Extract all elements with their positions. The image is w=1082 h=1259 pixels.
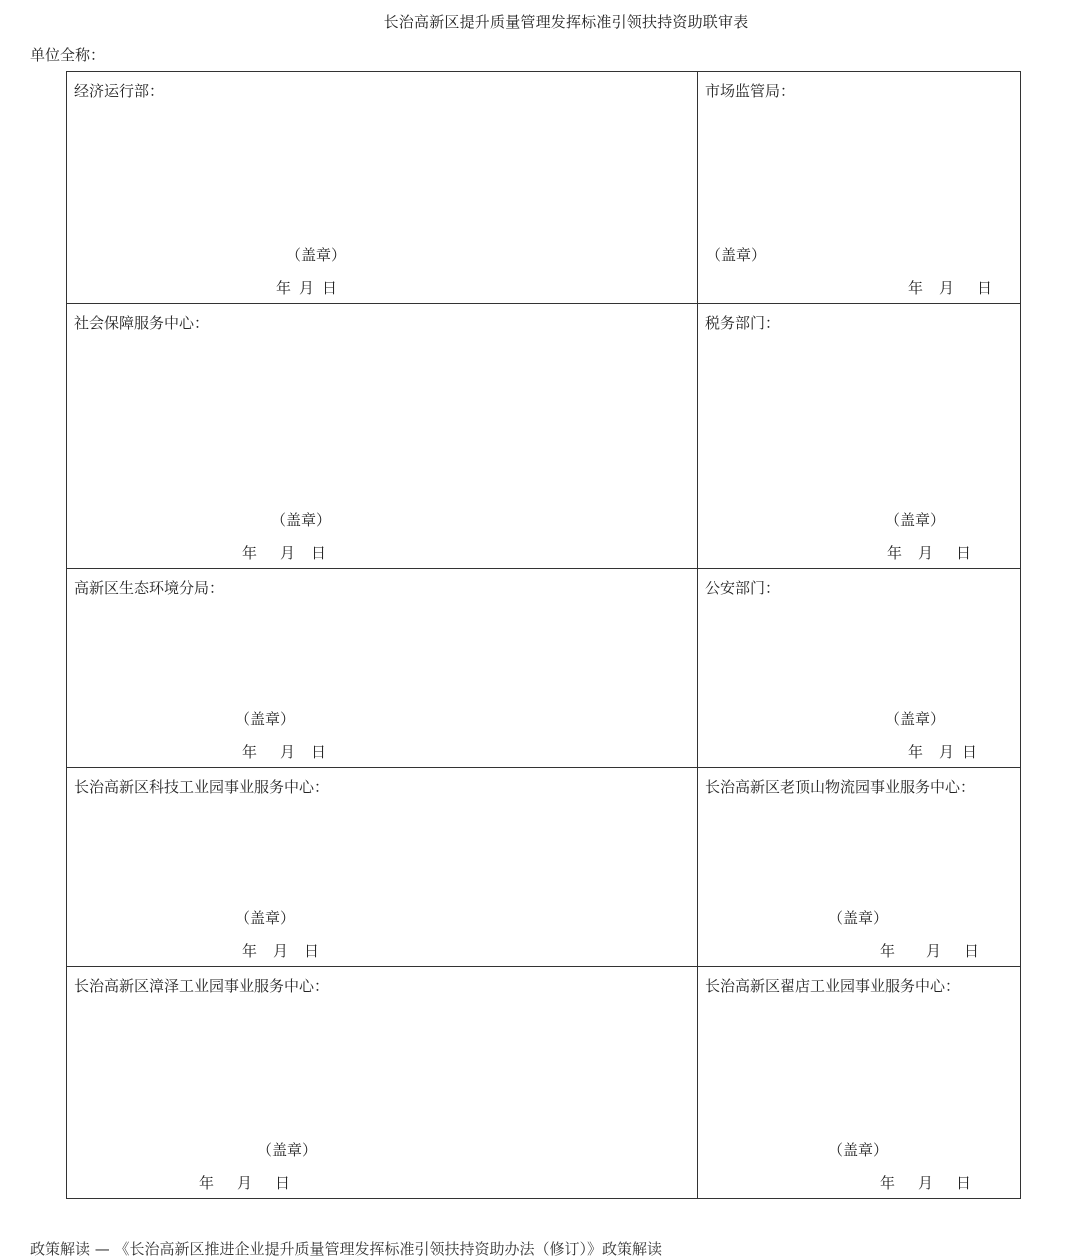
seal-placeholder: （盖章） — [828, 909, 889, 927]
day-label: 日 — [322, 279, 338, 297]
cell-label: 公安部门： — [705, 579, 781, 597]
cell-social-security — [67, 304, 698, 569]
form-title: 长治高新区提升质量管理发挥标准引领扶持资助联审表 — [383, 13, 749, 31]
month-label: 月 — [918, 1174, 934, 1192]
day-label: 日 — [311, 743, 327, 761]
seal-placeholder: （盖章） — [885, 511, 946, 529]
cell-zhangze-industrial-park — [67, 967, 698, 1198]
month-label: 月 — [280, 743, 296, 761]
cell-public-security — [698, 569, 1020, 768]
date-line — [242, 542, 326, 563]
day-label: 日 — [964, 942, 980, 960]
cell-label: 长治高新区科技工业园事业服务中心： — [74, 778, 330, 796]
cell-tech-industrial-park — [67, 768, 698, 967]
date-line — [887, 542, 971, 563]
year-label: 年 — [242, 942, 258, 960]
unit-name-label: 单位全称： — [30, 46, 106, 64]
year-label: 年 — [880, 1174, 896, 1192]
cell-label: 长治高新区老顶山物流园事业服务中心： — [705, 778, 976, 796]
month-label: 月 — [926, 942, 942, 960]
year-label: 年 — [908, 279, 924, 297]
seal-placeholder: （盖章） — [706, 246, 767, 264]
day-label: 日 — [962, 743, 978, 761]
month-label: 月 — [280, 544, 296, 562]
cell-market-supervision — [698, 72, 1020, 304]
day-label: 日 — [311, 544, 327, 562]
cell-label: 市场监管局： — [705, 82, 796, 100]
seal-placeholder: （盖章） — [235, 710, 296, 728]
cell-zhaidian-industrial-park — [698, 967, 1020, 1198]
month-label: 月 — [939, 279, 955, 297]
date-line — [242, 741, 326, 762]
month-label: 月 — [299, 279, 315, 297]
year-label: 年 — [887, 544, 903, 562]
year-label: 年 — [908, 743, 924, 761]
seal-placeholder: （盖章） — [828, 1141, 889, 1159]
day-label: 日 — [977, 279, 993, 297]
month-label: 月 — [939, 743, 955, 761]
date-line — [908, 741, 977, 762]
date-line — [276, 277, 337, 298]
seal-placeholder: （盖章） — [235, 909, 296, 927]
day-label: 日 — [304, 942, 320, 960]
cell-label: 长治高新区漳泽工业园事业服务中心： — [74, 977, 330, 995]
day-label: 日 — [956, 544, 972, 562]
date-line — [908, 277, 992, 298]
month-label: 月 — [918, 544, 934, 562]
date-line — [242, 940, 319, 961]
year-label: 年 — [880, 942, 896, 960]
cell-laodingshan-logistics-park — [698, 768, 1020, 967]
year-label: 年 — [242, 544, 258, 562]
cell-label: 社会保障服务中心： — [74, 314, 210, 332]
year-label: 年 — [242, 743, 258, 761]
year-label: 年 — [199, 1174, 215, 1192]
date-line — [199, 1172, 290, 1193]
cell-tax-department — [698, 304, 1020, 569]
day-label: 日 — [275, 1174, 291, 1192]
cell-label: 高新区生态环境分局： — [74, 579, 225, 597]
day-label: 日 — [956, 1174, 972, 1192]
date-line — [880, 1172, 971, 1193]
cell-ecological-environment — [67, 569, 698, 768]
date-line — [880, 940, 979, 961]
cell-label: 长治高新区翟店工业园事业服务中心： — [705, 977, 961, 995]
cell-label: 税务部门： — [705, 314, 781, 332]
month-label: 月 — [273, 942, 289, 960]
cell-economic-operations — [67, 72, 698, 304]
seal-placeholder: （盖章） — [271, 511, 332, 529]
seal-placeholder: （盖章） — [286, 246, 347, 264]
month-label: 月 — [237, 1174, 253, 1192]
cell-label: 经济运行部： — [74, 82, 165, 100]
review-table — [66, 71, 1021, 1199]
year-label: 年 — [276, 279, 292, 297]
seal-placeholder: （盖章） — [257, 1141, 318, 1159]
policy-interpretation-link[interactable]: 政策解读 — 《长治高新区推进企业提升质量管理发挥标准引领扶持资助办法（修订）》政策解读 — [30, 1240, 663, 1258]
seal-placeholder: （盖章） — [885, 710, 946, 728]
